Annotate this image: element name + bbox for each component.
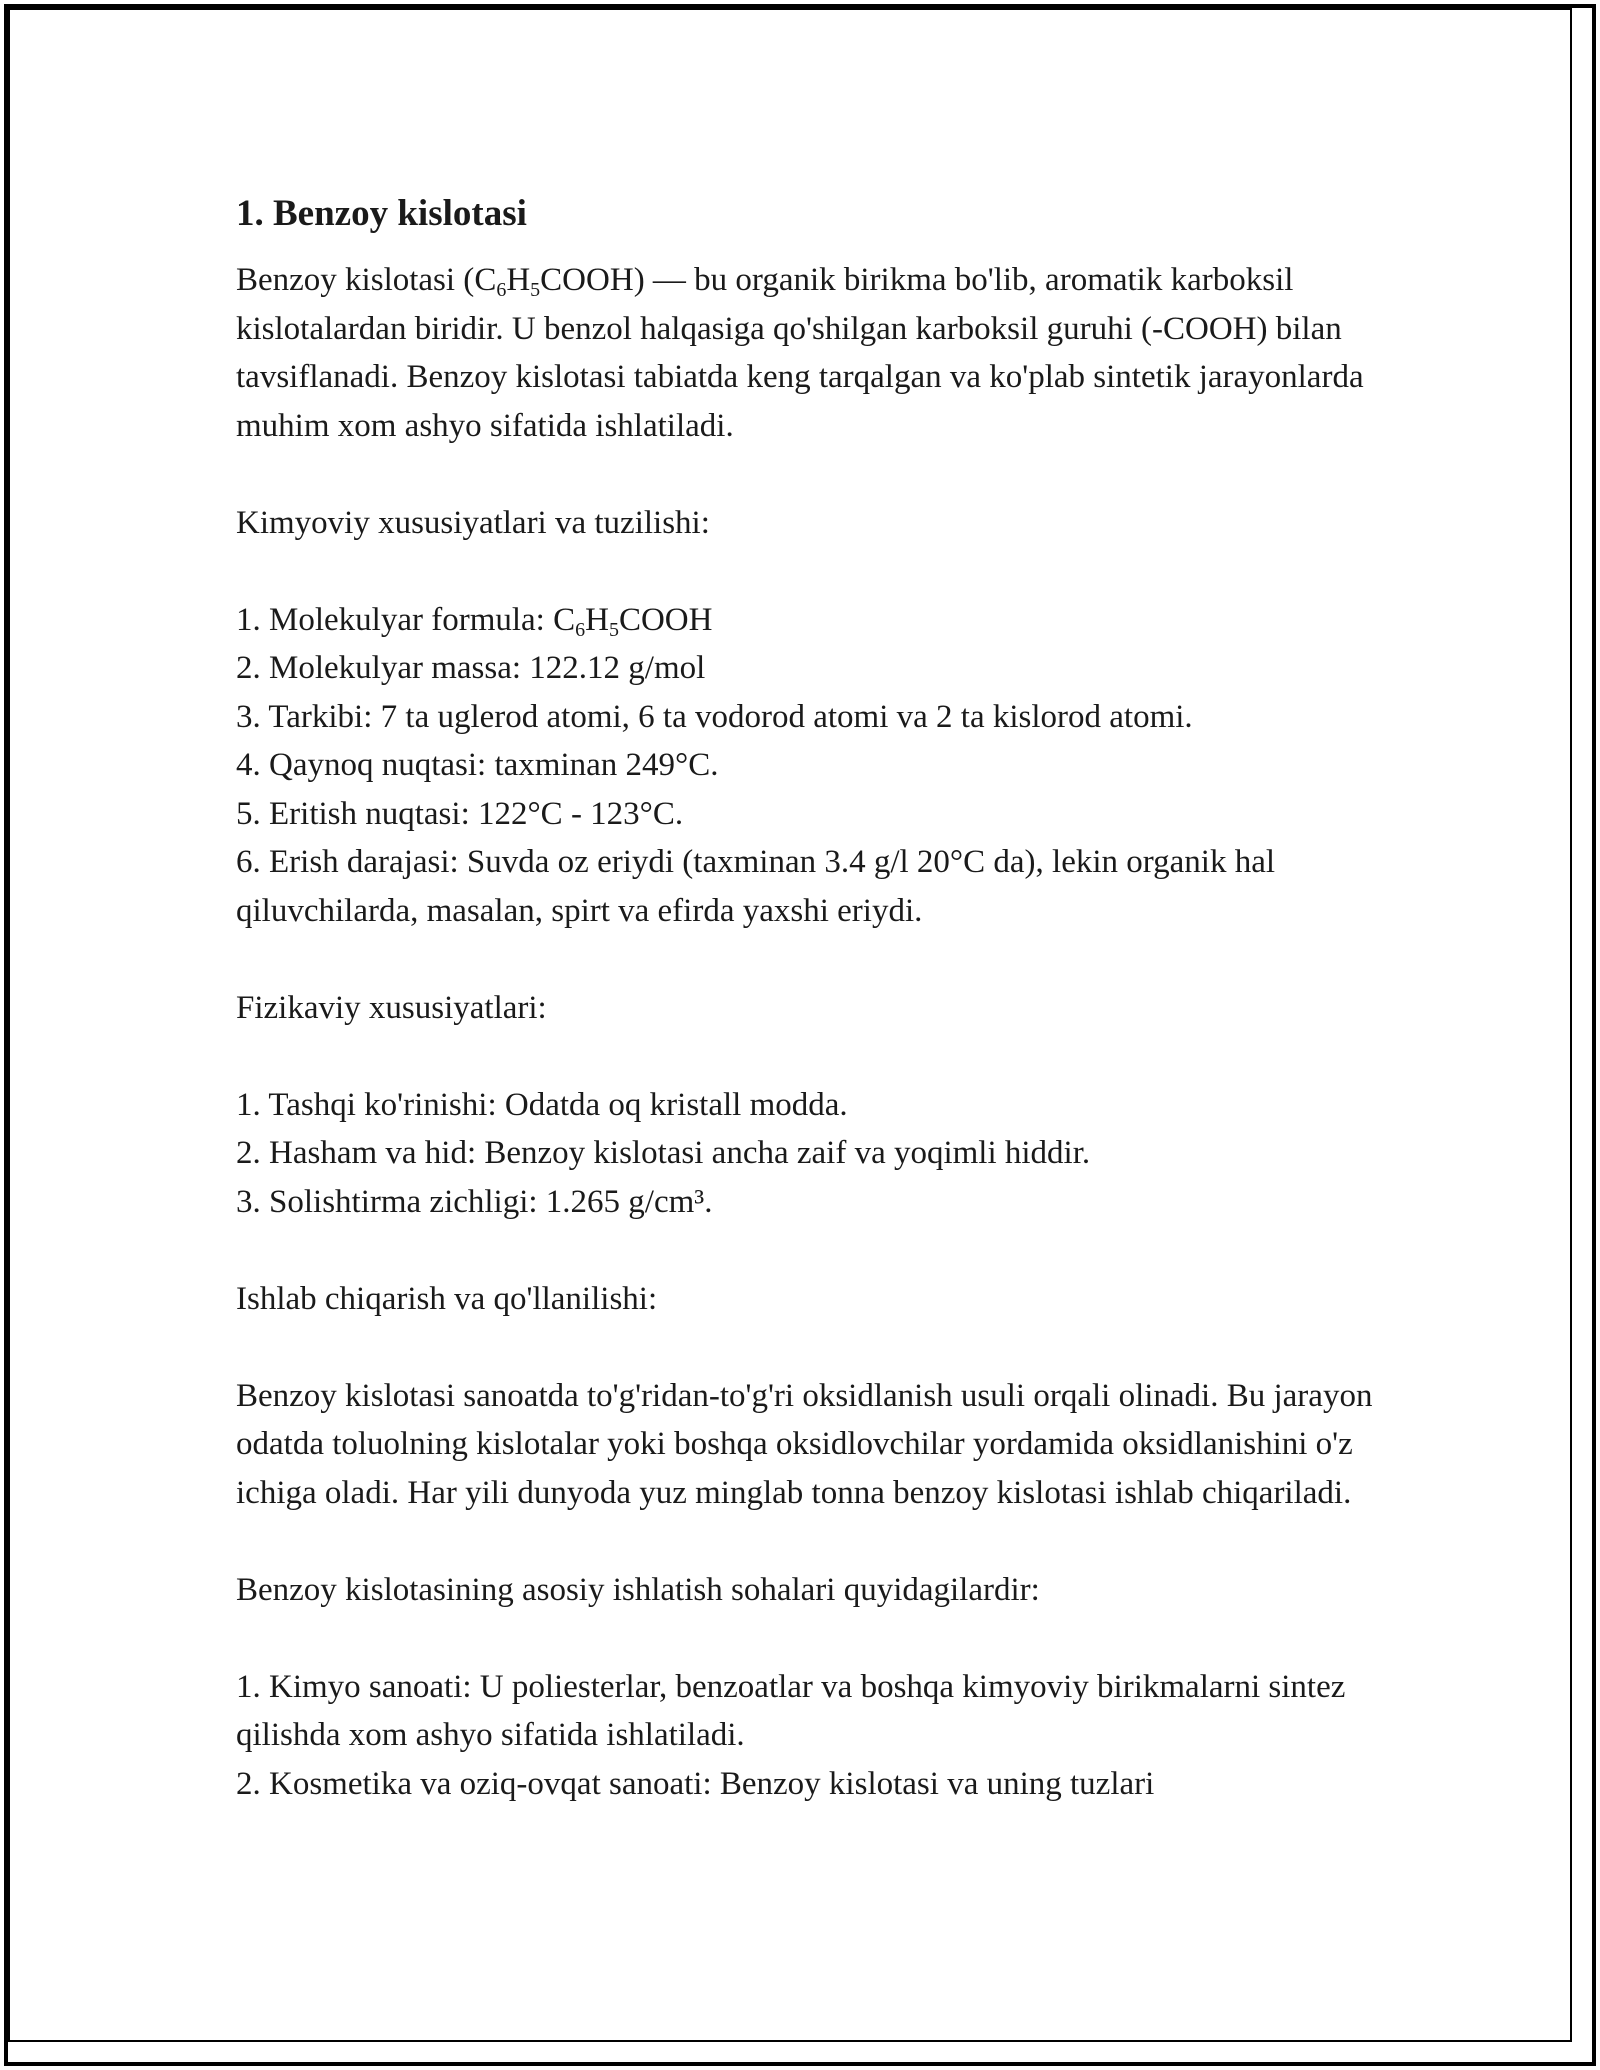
- chemical-properties-title: Kimyoviy xususiyatlari va tuzilishi:: [236, 504, 710, 541]
- list-item: 5. Eritish nuqtasi: 122°C - 123°C.: [236, 795, 684, 832]
- list-item: 1. Kimyo sanoati: U poliesterlar, benzoatlar va boshqa kimyoviy birikmalarni sintez qilishda xom ashyo sifatida ishlatiladi.: [236, 1668, 1346, 1753]
- physical-properties-list: [236, 1081, 1396, 1227]
- document-body: [236, 186, 1396, 1857]
- list-item: 3. Tarkibi: 7 ta uglerod atomi, 6 ta vodorod atomi va 2 ta kislorod atomi.: [236, 698, 1193, 735]
- list-item: 3. Solishtirma zichligi: 1.265 g/cm³.: [236, 1183, 713, 1220]
- intro-text-start: Benzoy kislotasi (: [236, 262, 475, 298]
- chemical-formula: $C_6H_5COOH$: [553, 601, 713, 641]
- list-item: 2. Molekulyar massa: 122.12 g/mol: [236, 650, 706, 686]
- production-title: Ishlab chiqarish va qo'llanilishi:: [236, 1280, 658, 1317]
- intro-paragraph: [236, 256, 1396, 450]
- list-item: 4. Qaynoq nuqtasi: taxminan 249°C.: [236, 747, 719, 783]
- list-item: 2. Kosmetika va oziq-ovqat sanoati: Benzoy kislotasi va uning tuzlari: [236, 1765, 1155, 1802]
- section-heading: 1. Benzoy kislotasi: [236, 193, 527, 234]
- list-item: 2. Hasham va hid: Benzoy kislotasi ancha zaif va yoqimli hiddir.: [236, 1135, 1091, 1171]
- chemical-formula: $C_6H_5COOH$: [474, 262, 634, 301]
- list-item: 1. Molekulyar formula: $C_6H_5COOH$: [236, 601, 713, 641]
- chemical-properties-list: [236, 596, 1396, 936]
- intro-text-end: ) — bu organik birikma bo'lib, aromatik karboksil kislotalardan biridir. U benzol halqasiga qo'shilgan karboksil guruhi (-COOH) bilan tavsiflanadi. Benzoy kislotasi tabiatda keng tarqalgan va ko'plab sintetik jarayonlarda muhim xom ashyo sifatida ishlatiladi.: [236, 262, 1364, 444]
- usage-list: [236, 1663, 1396, 1809]
- physical-properties-title: Fizikaviy xususiyatlari:: [236, 989, 547, 1026]
- list-item: 6. Erish darajasi: Suvda oz eriydi (taxminan 3.4 g/l 20°C da), lekin organik hal qiluvchilarda, masalan, spirt va efirda yaxshi eriydi.: [236, 844, 1276, 929]
- production-paragraph: Benzoy kislotasi sanoatda to'g'ridan-to'g'ri oksidlanish usuli orqali olinadi. Bu jarayon odatda toluolning kislotalar yoki boshqa oksidlovchilar yordamida oksidlanishini o'z ichiga oladi. Har yili dunyoda yuz minglab tonna benzoy kislotasi ishlab chiqariladi.: [236, 1377, 1373, 1511]
- list-item: 1. Tashqi ko'rinishi: Odatda oq kristall modda.: [236, 1086, 848, 1123]
- usage-title: Benzoy kislotasining asosiy ishlatish sohalari quyidagilardir:: [236, 1571, 1040, 1608]
